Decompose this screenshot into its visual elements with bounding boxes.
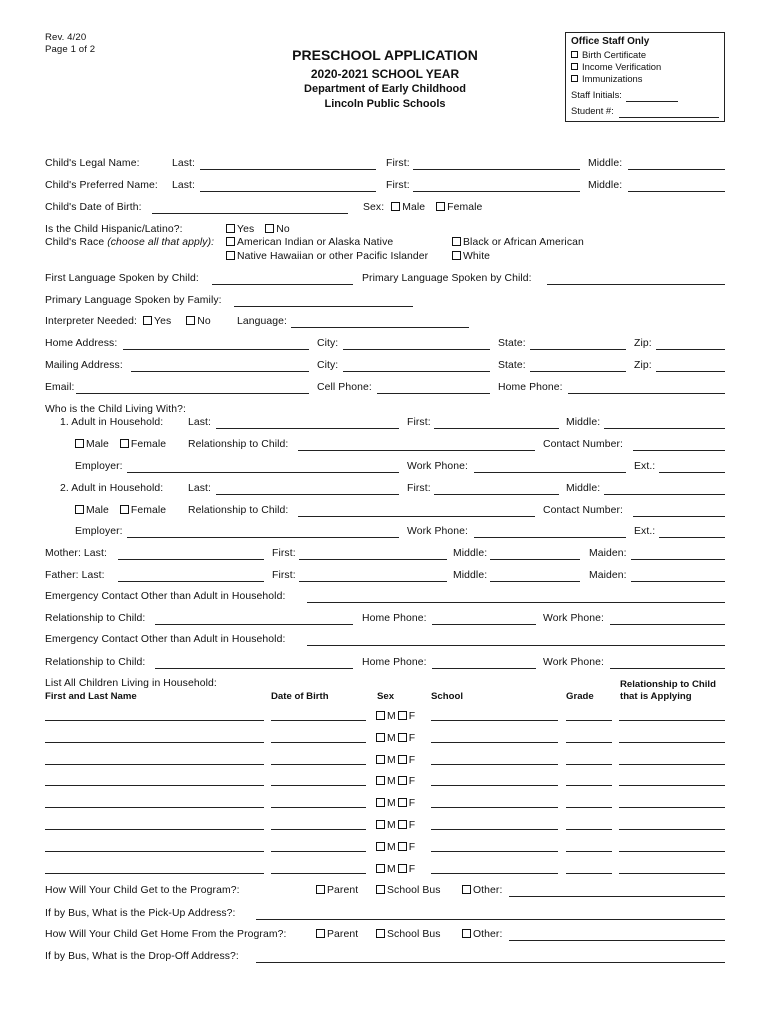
child-name-field[interactable] bbox=[45, 764, 264, 765]
legal-last-field[interactable] bbox=[200, 169, 376, 170]
first-language-label: First Language Spoken by Child: bbox=[45, 273, 199, 284]
preferred-name-label: Child's Preferred Name: bbox=[45, 180, 158, 191]
mother-maiden-field[interactable] bbox=[631, 559, 725, 560]
home-address-field[interactable] bbox=[123, 349, 309, 350]
race-nh-checkbox[interactable] bbox=[226, 251, 235, 260]
district-name: Lincoln Public Schools bbox=[324, 98, 446, 110]
sex-row: Sex: Male Female bbox=[363, 202, 483, 213]
col-grade-header: Grade bbox=[566, 691, 594, 702]
maiden-label: Maiden: bbox=[589, 570, 627, 581]
pickup-address-field[interactable] bbox=[256, 919, 725, 920]
adult1-work-phone-field[interactable] bbox=[474, 472, 626, 473]
dropoff-address-label: If by Bus, What is the Drop-Off Address?: bbox=[45, 951, 239, 962]
mailing-zip-field[interactable] bbox=[656, 371, 725, 372]
last-label: Last: bbox=[172, 180, 196, 191]
office-staff-box bbox=[565, 32, 725, 122]
female-checkbox[interactable] bbox=[436, 202, 445, 211]
get-home-other-option: Other: bbox=[462, 929, 502, 940]
revision-label: Rev. 4/20 bbox=[45, 32, 87, 43]
adult2-sex: Male Female bbox=[75, 505, 166, 516]
ext-label: Ext.: bbox=[634, 461, 656, 472]
zip-label: Zip: bbox=[634, 360, 652, 371]
female-checkbox[interactable] bbox=[120, 505, 129, 514]
zip-label: Zip: bbox=[634, 338, 652, 349]
emergency2-field[interactable] bbox=[307, 645, 725, 646]
employer-label: Employer: bbox=[75, 461, 123, 472]
child-sex-options: M F bbox=[376, 864, 415, 875]
race-nh-option: Native Hawaiian or other Pacific Islander bbox=[226, 251, 428, 262]
child-relationship-field[interactable] bbox=[619, 851, 725, 852]
col-name-header: First and Last Name bbox=[45, 691, 137, 702]
work-phone-label: Work Phone: bbox=[543, 657, 604, 668]
last-label: Last: bbox=[188, 483, 212, 494]
emergency2-home-phone-field[interactable] bbox=[432, 668, 536, 669]
race-white-option: White bbox=[452, 251, 490, 262]
child-relationship-field[interactable] bbox=[619, 785, 725, 786]
child-grade-field[interactable] bbox=[566, 720, 612, 721]
child-dob-field[interactable] bbox=[271, 742, 366, 743]
cell-phone-field[interactable] bbox=[377, 393, 490, 394]
child-dob-field[interactable] bbox=[271, 851, 366, 852]
adult2-contact-field[interactable] bbox=[633, 516, 725, 517]
emergency1-home-phone-field[interactable] bbox=[432, 624, 536, 625]
student-number-field[interactable] bbox=[619, 117, 719, 118]
f-checkbox[interactable] bbox=[398, 798, 407, 807]
race-label: Child's Race (choose all that apply): bbox=[45, 237, 215, 248]
home-phone-label: Home Phone: bbox=[362, 657, 427, 668]
parent-checkbox[interactable] bbox=[316, 885, 325, 894]
home-city-field[interactable] bbox=[343, 349, 490, 350]
other-checkbox[interactable] bbox=[462, 885, 471, 894]
interpreter-row: Interpreter Needed: Yes No bbox=[45, 316, 211, 327]
m-checkbox[interactable] bbox=[376, 798, 385, 807]
preferred-first-field[interactable] bbox=[413, 191, 580, 192]
state-label: State: bbox=[498, 360, 526, 371]
race-white-checkbox[interactable] bbox=[452, 251, 461, 260]
first-label: First: bbox=[386, 180, 410, 191]
child-sex-options: M F bbox=[376, 711, 415, 722]
m-checkbox[interactable] bbox=[376, 864, 385, 873]
child-school-field[interactable] bbox=[431, 785, 558, 786]
f-checkbox[interactable] bbox=[398, 733, 407, 742]
child-grade-field[interactable] bbox=[566, 851, 612, 852]
adult1-last-field[interactable] bbox=[216, 428, 399, 429]
legal-name-label: Child's Legal Name: bbox=[45, 158, 140, 169]
office-item-income: Income Verification bbox=[571, 61, 661, 72]
city-label: City: bbox=[317, 360, 339, 371]
adult2-employer-field[interactable] bbox=[127, 537, 399, 538]
dob-field[interactable] bbox=[152, 213, 348, 214]
interpreter-no-checkbox[interactable] bbox=[186, 316, 195, 325]
emergency2-work-phone-field[interactable] bbox=[610, 668, 725, 669]
f-checkbox[interactable] bbox=[398, 820, 407, 829]
school-year: 2020-2021 SCHOOL YEAR bbox=[310, 67, 460, 81]
child-school-field[interactable] bbox=[431, 742, 558, 743]
get-to-parent-option: Parent bbox=[316, 885, 358, 896]
child-grade-field[interactable] bbox=[566, 873, 612, 874]
preferred-middle-field[interactable] bbox=[628, 191, 725, 192]
sex-label: Sex: bbox=[363, 202, 385, 213]
page-number: Page 1 of 2 bbox=[45, 44, 96, 55]
get-home-bus-option: School Bus bbox=[376, 929, 441, 940]
child-grade-field[interactable] bbox=[566, 829, 612, 830]
adult2-first-field[interactable] bbox=[434, 494, 559, 495]
mailing-state-field[interactable] bbox=[530, 371, 626, 372]
get-home-label: How Will Your Child Get Home From the Program?: bbox=[45, 929, 287, 940]
first-label: First: bbox=[272, 548, 296, 559]
home-state-field[interactable] bbox=[530, 349, 626, 350]
home-phone-field[interactable] bbox=[568, 393, 725, 394]
employer-label: Employer: bbox=[75, 526, 123, 537]
first-label: First: bbox=[407, 483, 431, 494]
home-zip-field[interactable] bbox=[656, 349, 725, 350]
male-checkbox[interactable] bbox=[75, 439, 84, 448]
adult1-employer-field[interactable] bbox=[127, 472, 399, 473]
race-black-option: Black or African American bbox=[452, 237, 584, 248]
race-ai-option: American Indian or Alaska Native bbox=[226, 237, 393, 248]
relationship-label: Relationship to Child: bbox=[45, 657, 146, 668]
father-maiden-field[interactable] bbox=[631, 581, 725, 582]
adult1-contact-field[interactable] bbox=[633, 450, 725, 451]
child-sex-options: M F bbox=[376, 798, 415, 809]
f-checkbox[interactable] bbox=[398, 776, 407, 785]
adult1-label: 1. Adult in Household: bbox=[60, 417, 164, 428]
get-home-other-field[interactable] bbox=[509, 940, 725, 941]
f-checkbox[interactable] bbox=[398, 711, 407, 720]
child-relationship-field[interactable] bbox=[619, 764, 725, 765]
child-dob-field[interactable] bbox=[271, 720, 366, 721]
get-to-bus-option: School Bus bbox=[376, 885, 441, 896]
race-black-checkbox[interactable] bbox=[452, 237, 461, 246]
mother-middle-field[interactable] bbox=[490, 559, 580, 560]
checkbox[interactable] bbox=[571, 75, 578, 82]
child-sex-options: M F bbox=[376, 776, 415, 787]
preferred-last-field[interactable] bbox=[200, 191, 376, 192]
child-relationship-field[interactable] bbox=[619, 720, 725, 721]
interpreter-yes-checkbox[interactable] bbox=[143, 316, 152, 325]
emergency1-relationship-field[interactable] bbox=[155, 624, 353, 625]
child-school-field[interactable] bbox=[431, 873, 558, 874]
child-sex-options: M F bbox=[376, 820, 415, 831]
department-name: Department of Early Childhood bbox=[304, 83, 466, 95]
middle-label: Middle: bbox=[566, 417, 601, 428]
language-field[interactable] bbox=[291, 327, 469, 328]
mailing-address-label: Mailing Address: bbox=[45, 360, 123, 371]
middle-label: Middle: bbox=[588, 158, 623, 169]
hispanic-label: Is the Child Hispanic/Latino?: bbox=[45, 224, 183, 235]
emergency1-work-phone-field[interactable] bbox=[610, 624, 725, 625]
m-checkbox[interactable] bbox=[376, 842, 385, 851]
adult1-middle-field[interactable] bbox=[604, 428, 725, 429]
m-checkbox[interactable] bbox=[376, 733, 385, 742]
primary-language-family-label: Primary Language Spoken by Family: bbox=[45, 295, 222, 306]
legal-middle-field[interactable] bbox=[628, 169, 725, 170]
mailing-address-field[interactable] bbox=[131, 371, 309, 372]
contact-number-label: Contact Number: bbox=[543, 505, 624, 516]
father-last-field[interactable] bbox=[118, 581, 264, 582]
child-relationship-field[interactable] bbox=[619, 873, 725, 874]
form-title: PRESCHOOL APPLICATION bbox=[292, 47, 478, 63]
adult2-work-phone-field[interactable] bbox=[474, 537, 626, 538]
last-label: Last: bbox=[188, 417, 212, 428]
male-checkbox[interactable] bbox=[391, 202, 400, 211]
office-item-birth-cert: Birth Certificate bbox=[571, 49, 646, 60]
emergency-contact-label: Emergency Contact Other than Adult in Household: bbox=[45, 591, 286, 602]
list-children-label: List All Children Living in Household: bbox=[45, 678, 217, 689]
father-first-field[interactable] bbox=[299, 581, 447, 582]
col-relationship-header: Relationship to Child bbox=[620, 679, 716, 690]
get-to-other-option: Other: bbox=[462, 885, 502, 896]
checkbox[interactable] bbox=[571, 51, 578, 58]
father-label: Father: Last: bbox=[45, 570, 105, 581]
child-name-field[interactable] bbox=[45, 785, 264, 786]
middle-label: Middle: bbox=[566, 483, 601, 494]
first-label: First: bbox=[407, 417, 431, 428]
email-label: Email: bbox=[45, 382, 75, 393]
work-phone-label: Work Phone: bbox=[543, 613, 604, 624]
email-field[interactable] bbox=[76, 393, 309, 394]
office-box-title: Office Staff Only bbox=[571, 36, 650, 47]
child-name-field[interactable] bbox=[45, 720, 264, 721]
get-to-label: How Will Your Child Get to the Program?: bbox=[45, 885, 240, 896]
adult2-middle-field[interactable] bbox=[604, 494, 725, 495]
living-with-label: Who is the Child Living With?: bbox=[45, 404, 187, 415]
last-label: Last: bbox=[172, 158, 196, 169]
dob-label: Child's Date of Birth: bbox=[45, 202, 142, 213]
interpreter-label: Interpreter Needed: bbox=[45, 316, 138, 327]
child-grade-field[interactable] bbox=[566, 764, 612, 765]
other-checkbox[interactable] bbox=[462, 929, 471, 938]
mother-first-field[interactable] bbox=[299, 559, 447, 560]
child-relationship-field[interactable] bbox=[619, 807, 725, 808]
primary-language-family-field[interactable] bbox=[234, 306, 413, 307]
f-checkbox[interactable] bbox=[398, 864, 407, 873]
race-ai-checkbox[interactable] bbox=[226, 237, 235, 246]
office-item-immunizations: Immunizations bbox=[571, 73, 642, 84]
m-checkbox[interactable] bbox=[376, 755, 385, 764]
get-to-other-field[interactable] bbox=[509, 896, 725, 897]
child-school-field[interactable] bbox=[431, 720, 558, 721]
middle-label: Middle: bbox=[453, 548, 488, 559]
child-dob-field[interactable] bbox=[271, 764, 366, 765]
home-address-label: Home Address: bbox=[45, 338, 118, 349]
adult1-relationship-field[interactable] bbox=[298, 450, 535, 451]
adult2-label: 2. Adult in Household: bbox=[60, 483, 164, 494]
state-label: State: bbox=[498, 338, 526, 349]
m-checkbox[interactable] bbox=[376, 820, 385, 829]
child-school-field[interactable] bbox=[431, 829, 558, 830]
col-school-header: School bbox=[431, 691, 463, 702]
child-name-field[interactable] bbox=[45, 742, 264, 743]
home-phone-label: Home Phone: bbox=[498, 382, 563, 393]
relationship-label: Relationship to Child: bbox=[188, 439, 289, 450]
first-label: First: bbox=[386, 158, 410, 169]
maiden-label: Maiden: bbox=[589, 548, 627, 559]
emergency2-relationship-field[interactable] bbox=[155, 668, 353, 669]
hispanic-no-checkbox[interactable] bbox=[265, 224, 274, 233]
relationship-label: Relationship to Child: bbox=[45, 613, 146, 624]
first-language-field[interactable] bbox=[212, 284, 353, 285]
child-dob-field[interactable] bbox=[271, 785, 366, 786]
staff-initials-field[interactable] bbox=[626, 101, 678, 102]
m-checkbox[interactable] bbox=[376, 711, 385, 720]
col-dob-header: Date of Birth bbox=[271, 691, 329, 702]
staff-initials-label: Staff Initials: bbox=[571, 89, 622, 100]
home-phone-label: Home Phone: bbox=[362, 613, 427, 624]
school-bus-checkbox[interactable] bbox=[376, 885, 385, 894]
adult2-relationship-field[interactable] bbox=[298, 516, 535, 517]
male-checkbox[interactable] bbox=[75, 505, 84, 514]
col-sex-header: Sex bbox=[377, 691, 395, 702]
adult1-ext-field[interactable] bbox=[659, 472, 725, 473]
language-label: Language: bbox=[237, 316, 288, 327]
child-dob-field[interactable] bbox=[271, 829, 366, 830]
adult2-ext-field[interactable] bbox=[659, 537, 725, 538]
legal-first-field[interactable] bbox=[413, 169, 580, 170]
hispanic-options: Yes No bbox=[226, 224, 290, 235]
primary-language-child-field[interactable] bbox=[547, 284, 725, 285]
child-grade-field[interactable] bbox=[566, 742, 612, 743]
dropoff-address-field[interactable] bbox=[256, 962, 725, 963]
child-relationship-field[interactable] bbox=[619, 742, 725, 743]
child-sex-options: M F bbox=[376, 842, 415, 853]
child-dob-field[interactable] bbox=[271, 873, 366, 874]
adult1-first-field[interactable] bbox=[434, 428, 559, 429]
female-checkbox[interactable] bbox=[120, 439, 129, 448]
emergency-contact-label: Emergency Contact Other than Adult in Household: bbox=[45, 634, 286, 645]
child-school-field[interactable] bbox=[431, 851, 558, 852]
child-sex-options: M F bbox=[376, 733, 415, 744]
mother-last-field[interactable] bbox=[118, 559, 264, 560]
contact-number-label: Contact Number: bbox=[543, 439, 624, 450]
work-phone-label: Work Phone: bbox=[407, 461, 468, 472]
primary-language-child-label: Primary Language Spoken by Child: bbox=[362, 273, 532, 284]
hispanic-yes-checkbox[interactable] bbox=[226, 224, 235, 233]
school-bus-checkbox[interactable] bbox=[376, 929, 385, 938]
child-name-field[interactable] bbox=[45, 807, 264, 808]
adult1-sex: Male Female bbox=[75, 439, 166, 450]
adult2-last-field[interactable] bbox=[216, 494, 399, 495]
student-number-label: Student #: bbox=[571, 105, 614, 116]
work-phone-label: Work Phone: bbox=[407, 526, 468, 537]
middle-label: Middle: bbox=[453, 570, 488, 581]
pickup-address-label: If by Bus, What is the Pick-Up Address?: bbox=[45, 908, 236, 919]
m-checkbox[interactable] bbox=[376, 776, 385, 785]
child-name-field[interactable] bbox=[45, 829, 264, 830]
middle-label: Middle: bbox=[588, 180, 623, 191]
child-relationship-field[interactable] bbox=[619, 829, 725, 830]
mailing-city-field[interactable] bbox=[343, 371, 490, 372]
emergency1-field[interactable] bbox=[307, 602, 725, 603]
city-label: City: bbox=[317, 338, 339, 349]
child-grade-field[interactable] bbox=[566, 785, 612, 786]
first-label: First: bbox=[272, 570, 296, 581]
child-name-field[interactable] bbox=[45, 851, 264, 852]
child-name-field[interactable] bbox=[45, 873, 264, 874]
child-sex-options: M F bbox=[376, 755, 415, 766]
cell-phone-label: Cell Phone: bbox=[317, 382, 372, 393]
child-school-field[interactable] bbox=[431, 764, 558, 765]
child-school-field[interactable] bbox=[431, 807, 558, 808]
child-grade-field[interactable] bbox=[566, 807, 612, 808]
parent-checkbox[interactable] bbox=[316, 929, 325, 938]
checkbox[interactable] bbox=[571, 63, 578, 70]
get-home-parent-option: Parent bbox=[316, 929, 358, 940]
col-relationship-header-2: that is Applying bbox=[620, 691, 692, 702]
child-dob-field[interactable] bbox=[271, 807, 366, 808]
ext-label: Ext.: bbox=[634, 526, 656, 537]
f-checkbox[interactable] bbox=[398, 842, 407, 851]
relationship-label: Relationship to Child: bbox=[188, 505, 289, 516]
mother-label: Mother: Last: bbox=[45, 548, 107, 559]
f-checkbox[interactable] bbox=[398, 755, 407, 764]
father-middle-field[interactable] bbox=[490, 581, 580, 582]
